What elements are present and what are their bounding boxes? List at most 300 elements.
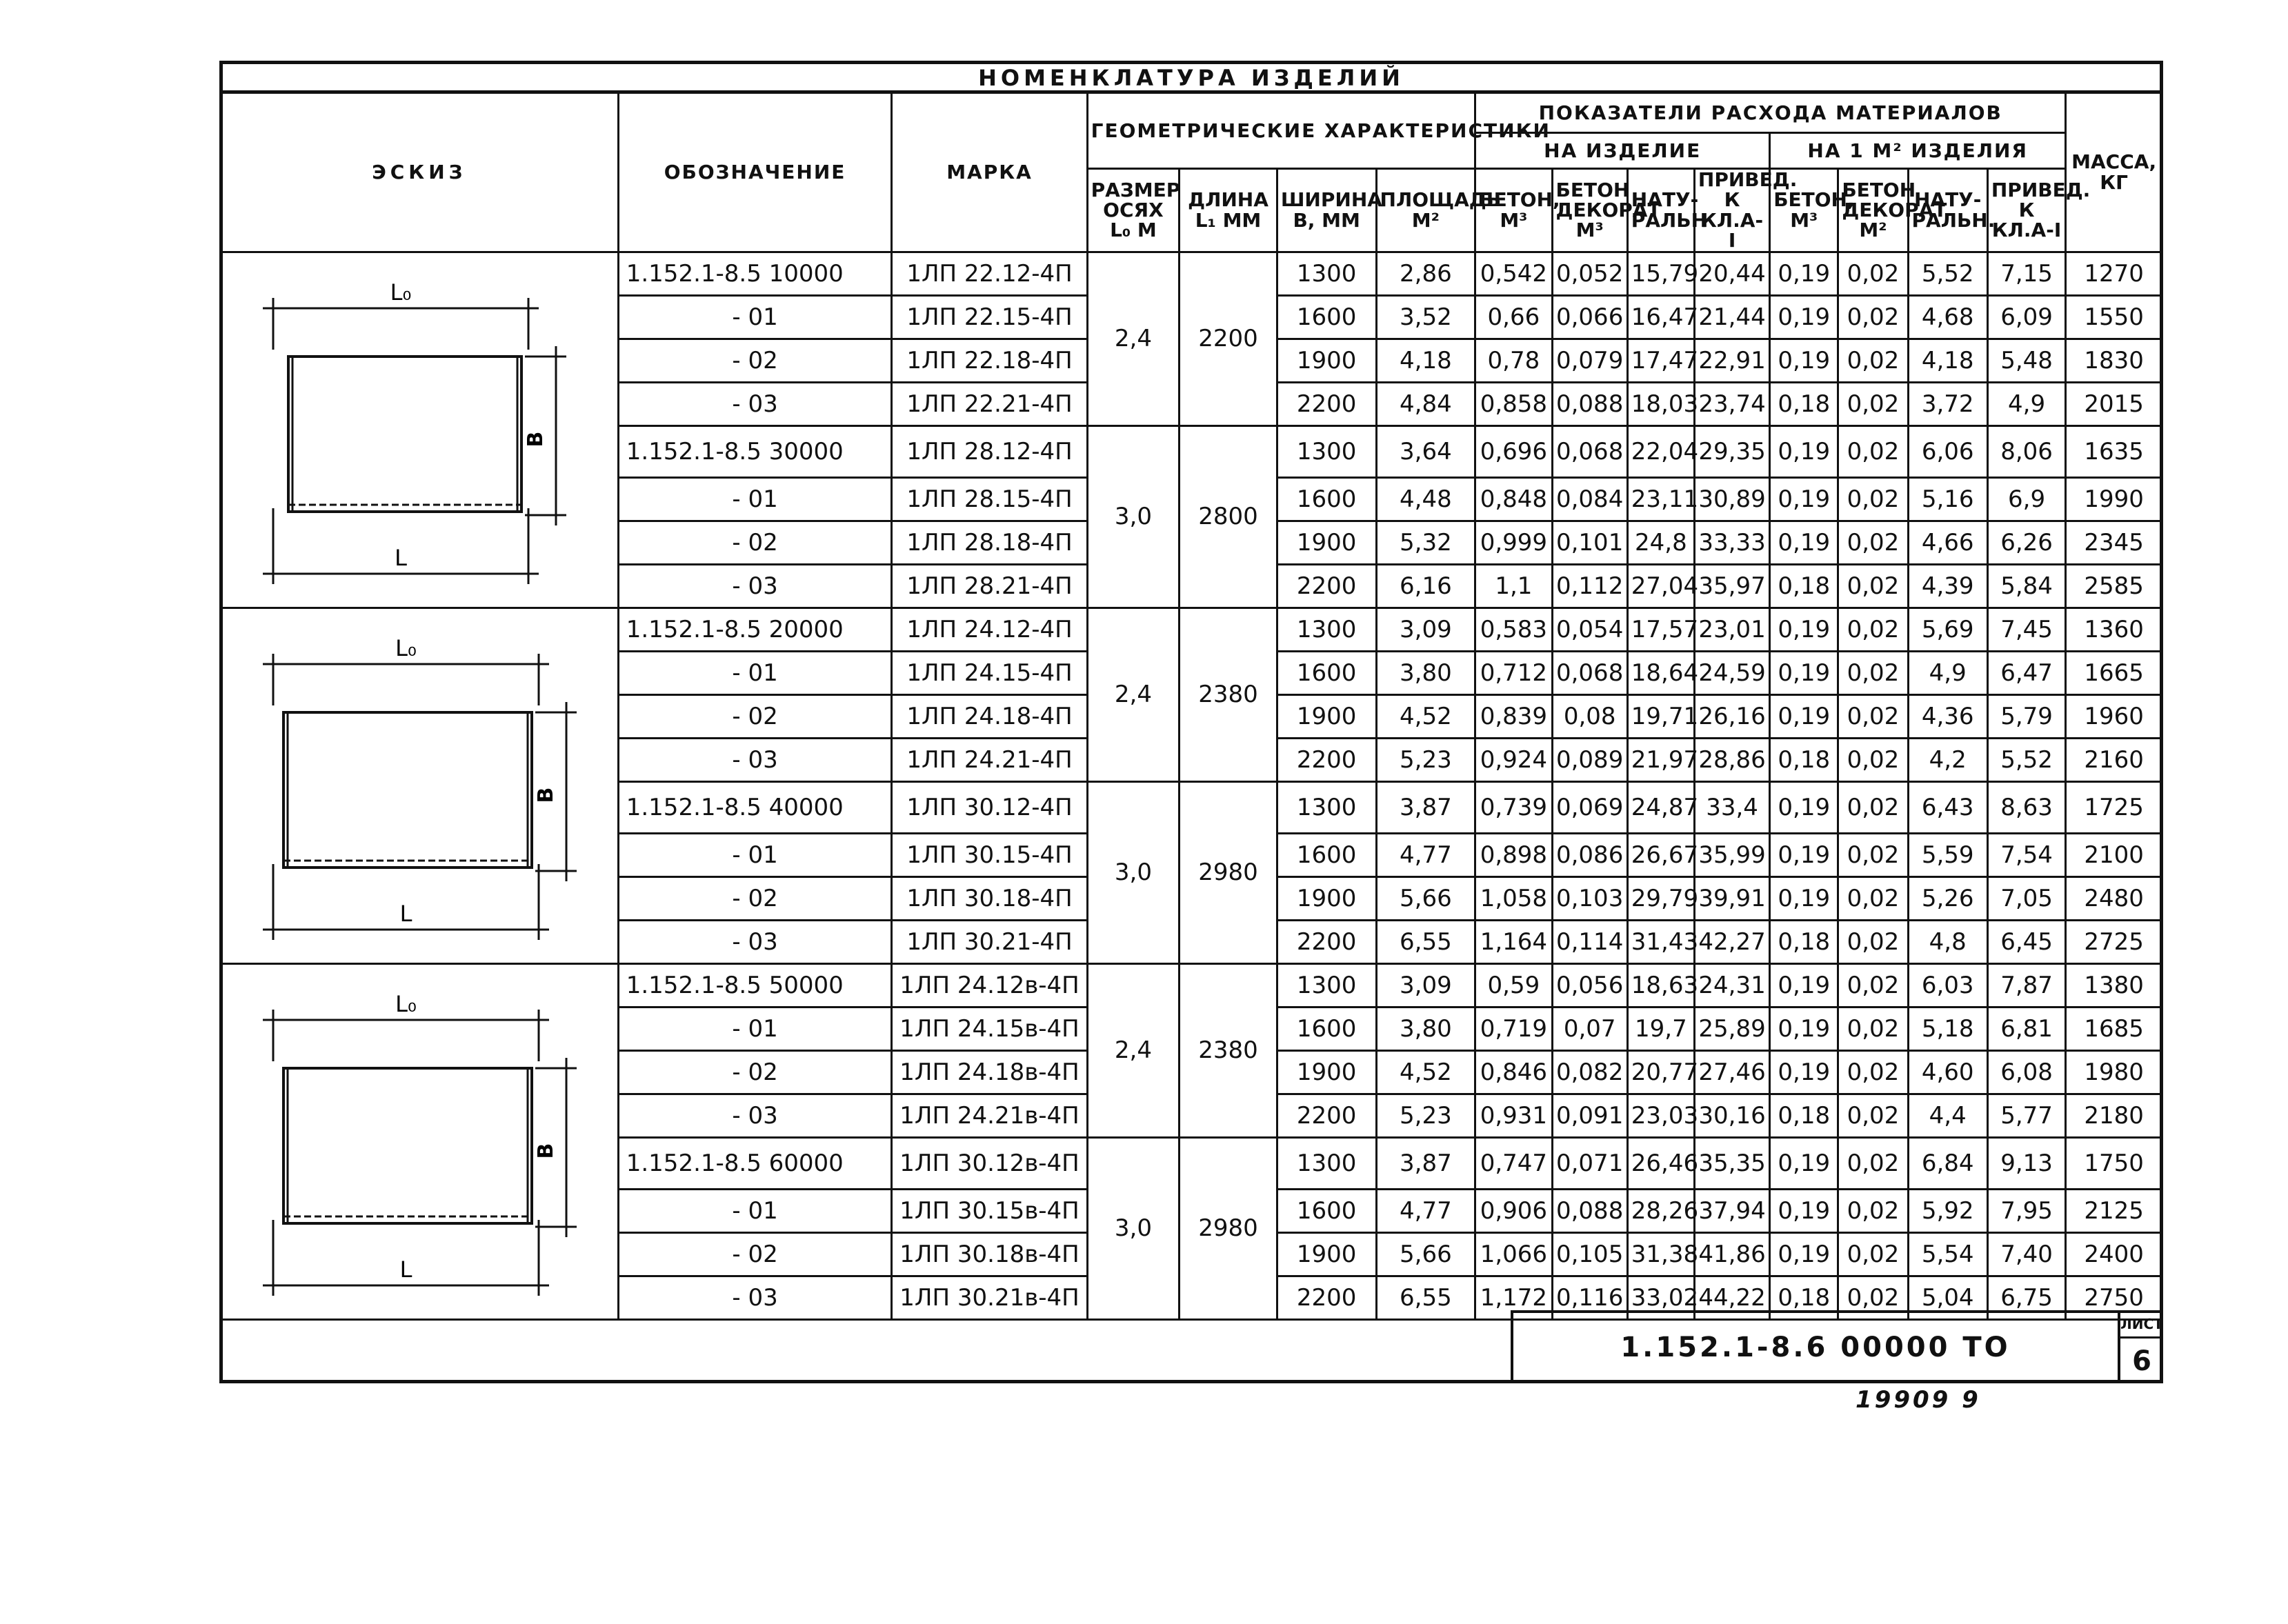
n_m2-cell: 5,69 xyxy=(1908,608,1987,651)
b_m2-cell: 0,18 xyxy=(1770,564,1838,608)
b_m2-cell: 0,19 xyxy=(1770,833,1838,876)
st_priv-cell: 20,44 xyxy=(1694,252,1769,295)
beton-cell: 0,696 xyxy=(1475,425,1552,477)
dekor-cell: 0,08 xyxy=(1552,694,1627,738)
ploshad-cell: 3,80 xyxy=(1376,651,1475,694)
d_m2-cell: 0,02 xyxy=(1838,477,1908,521)
n_m2-cell: 4,39 xyxy=(1908,564,1987,608)
dekor-cell: 0,066 xyxy=(1552,295,1627,339)
header-na-izdelie: НА ИЗДЕЛИЕ xyxy=(1475,133,1770,169)
shirina-cell: 2200 xyxy=(1277,920,1376,963)
p_m2-cell: 7,05 xyxy=(1987,876,2065,920)
dekor-cell: 0,054 xyxy=(1552,608,1627,651)
ploshad-cell: 4,48 xyxy=(1376,477,1475,521)
n_m2-cell: 4,60 xyxy=(1908,1050,1987,1094)
drawing-frame xyxy=(219,61,2163,1383)
p_m2-cell: 6,26 xyxy=(1987,521,2065,564)
beton-cell: 0,924 xyxy=(1475,738,1552,781)
d_m2-cell: 0,02 xyxy=(1838,339,1908,382)
beton-cell: 1,1 xyxy=(1475,564,1552,608)
header-stal-nat: НАТУ- РАЛЬН xyxy=(1627,169,1694,252)
st_nat-cell: 20,77 xyxy=(1627,1050,1694,1094)
shirina-cell: 1900 xyxy=(1277,1050,1376,1094)
d_m2-cell: 0,02 xyxy=(1838,833,1908,876)
d_m2-cell: 0,02 xyxy=(1838,425,1908,477)
shirina-cell: 1300 xyxy=(1277,1137,1376,1189)
d_m2-cell: 0,02 xyxy=(1838,608,1908,651)
d_m2-cell: 0,02 xyxy=(1838,1007,1908,1050)
ploshad-cell: 5,66 xyxy=(1376,876,1475,920)
b_m2-cell: 0,19 xyxy=(1770,963,1838,1007)
sketch-label-b: B xyxy=(523,431,548,447)
b_m2-cell: 0,19 xyxy=(1770,425,1838,477)
st_nat-cell: 27,04 xyxy=(1627,564,1694,608)
n_m2-cell: 5,59 xyxy=(1908,833,1987,876)
n_m2-cell: 4,66 xyxy=(1908,521,1987,564)
ploshad-cell: 4,77 xyxy=(1376,1189,1475,1232)
ploshad-cell: 2,86 xyxy=(1376,252,1475,295)
p_m2-cell: 7,45 xyxy=(1987,608,2065,651)
shirina-cell: 1300 xyxy=(1277,608,1376,651)
document-code: 1.152.1-8.6 00000 ТО xyxy=(1511,1310,2118,1383)
header-beton: БЕТОН, М³ xyxy=(1475,169,1552,252)
st_nat-cell: 16,47 xyxy=(1627,295,1694,339)
st_priv-cell: 33,33 xyxy=(1694,521,1769,564)
st_nat-cell: 31,38 xyxy=(1627,1232,1694,1276)
n_m2-cell: 5,04 xyxy=(1908,1276,1987,1319)
st_nat-cell: 24,87 xyxy=(1627,781,1694,833)
header-eskiz: ЭСКИЗ xyxy=(221,93,619,252)
dekor-cell: 0,07 xyxy=(1552,1007,1627,1050)
d_m2-cell: 0,02 xyxy=(1838,738,1908,781)
st_nat-cell: 18,03 xyxy=(1627,382,1694,425)
dekor-cell: 0,101 xyxy=(1552,521,1627,564)
shirina-cell: 2200 xyxy=(1277,1276,1376,1319)
st_nat-cell: 23,03 xyxy=(1627,1094,1694,1137)
dlina-cell: 2800 xyxy=(1180,425,1277,608)
ploshad-cell: 5,66 xyxy=(1376,1232,1475,1276)
ploshad-cell: 3,87 xyxy=(1376,781,1475,833)
st_priv-cell: 24,31 xyxy=(1694,963,1769,1007)
st_priv-cell: 42,27 xyxy=(1694,920,1769,963)
document-title: НОМЕНКЛАТУРА ИЗДЕЛИЙ xyxy=(219,61,2163,93)
dekor-cell: 0,089 xyxy=(1552,738,1627,781)
oboznachenie-cell: - 03 xyxy=(618,738,892,781)
sketch-label-l0: L₀ xyxy=(395,990,417,1017)
razmer-cell: 3,0 xyxy=(1087,1137,1180,1319)
beton-cell: 0,78 xyxy=(1475,339,1552,382)
st_priv-cell: 35,99 xyxy=(1694,833,1769,876)
st_priv-cell: 41,86 xyxy=(1694,1232,1769,1276)
razmer-cell: 3,0 xyxy=(1087,781,1180,963)
b_m2-cell: 0,19 xyxy=(1770,521,1838,564)
marka-cell: 1ЛП 24.21-4П xyxy=(892,738,1087,781)
marka-cell: 1ЛП 24.12в-4П xyxy=(892,963,1087,1007)
dekor-cell: 0,084 xyxy=(1552,477,1627,521)
beton-cell: 0,719 xyxy=(1475,1007,1552,1050)
oboznachenie-cell: - 02 xyxy=(618,1232,892,1276)
dekor-cell: 0,114 xyxy=(1552,920,1627,963)
p_m2-cell: 5,79 xyxy=(1987,694,2065,738)
ploshad-cell: 6,16 xyxy=(1376,564,1475,608)
sketch-label-b: B xyxy=(533,1143,558,1159)
ploshad-cell: 3,52 xyxy=(1376,295,1475,339)
razmer-cell: 2,4 xyxy=(1087,252,1180,425)
p_m2-cell: 5,52 xyxy=(1987,738,2065,781)
marka-cell: 1ЛП 30.21-4П xyxy=(892,920,1087,963)
beton-cell: 0,846 xyxy=(1475,1050,1552,1094)
shirina-cell: 1600 xyxy=(1277,833,1376,876)
st_priv-cell: 26,16 xyxy=(1694,694,1769,738)
n_m2-cell: 5,26 xyxy=(1908,876,1987,920)
dekor-cell: 0,052 xyxy=(1552,252,1627,295)
st_nat-cell: 19,7 xyxy=(1627,1007,1694,1050)
massa-cell: 2750 xyxy=(2066,1276,2162,1319)
st_priv-cell: 44,22 xyxy=(1694,1276,1769,1319)
beton-cell: 0,59 xyxy=(1475,963,1552,1007)
marka-cell: 1ЛП 24.12-4П xyxy=(892,608,1087,651)
beton-cell: 0,747 xyxy=(1475,1137,1552,1189)
n_m2-cell: 4,4 xyxy=(1908,1094,1987,1137)
p_m2-cell: 6,09 xyxy=(1987,295,2065,339)
oboznachenie-cell: - 03 xyxy=(618,920,892,963)
b_m2-cell: 0,18 xyxy=(1770,738,1838,781)
sheet-label: ЛИСТ xyxy=(2120,1313,2163,1339)
p_m2-cell: 6,45 xyxy=(1987,920,2065,963)
shirina-cell: 1900 xyxy=(1277,339,1376,382)
b_m2-cell: 0,18 xyxy=(1770,382,1838,425)
marka-cell: 1ЛП 30.12-4П xyxy=(892,781,1087,833)
dlina-cell: 2980 xyxy=(1180,1137,1277,1319)
massa-cell: 1360 xyxy=(2066,608,2162,651)
marka-cell: 1ЛП 22.15-4П xyxy=(892,295,1087,339)
b_m2-cell: 0,19 xyxy=(1770,477,1838,521)
d_m2-cell: 0,02 xyxy=(1838,1050,1908,1094)
b_m2-cell: 0,19 xyxy=(1770,1137,1838,1189)
dekor-cell: 0,088 xyxy=(1552,382,1627,425)
st_nat-cell: 19,71 xyxy=(1627,694,1694,738)
marka-cell: 1ЛП 28.21-4П xyxy=(892,564,1087,608)
oboznachenie-cell: 1.152.1-8.5 50000 xyxy=(618,963,892,1007)
massa-cell: 2180 xyxy=(2066,1094,2162,1137)
p_m2-cell: 5,77 xyxy=(1987,1094,2065,1137)
b_m2-cell: 0,18 xyxy=(1770,1094,1838,1137)
p_m2-cell: 7,95 xyxy=(1987,1189,2065,1232)
d_m2-cell: 0,02 xyxy=(1838,295,1908,339)
ploshad-cell: 3,87 xyxy=(1376,1137,1475,1189)
d_m2-cell: 0,02 xyxy=(1838,252,1908,295)
header-massa: МАССА, КГ xyxy=(2066,93,2162,252)
sketch-label-l0: L₀ xyxy=(390,279,412,305)
d_m2-cell: 0,02 xyxy=(1838,963,1908,1007)
n_m2-cell: 6,84 xyxy=(1908,1137,1987,1189)
beton-cell: 1,164 xyxy=(1475,920,1552,963)
st_priv-cell: 30,89 xyxy=(1694,477,1769,521)
st_priv-cell: 37,94 xyxy=(1694,1189,1769,1232)
b_m2-cell: 0,19 xyxy=(1770,651,1838,694)
massa-cell: 2585 xyxy=(2066,564,2162,608)
n_m2-cell: 5,54 xyxy=(1908,1232,1987,1276)
oboznachenie-cell: - 02 xyxy=(618,876,892,920)
shirina-cell: 1900 xyxy=(1277,521,1376,564)
marka-cell: 1ЛП 30.18в-4П xyxy=(892,1232,1087,1276)
st_nat-cell: 26,67 xyxy=(1627,833,1694,876)
st_nat-cell: 28,26 xyxy=(1627,1189,1694,1232)
oboznachenie-cell: - 03 xyxy=(618,382,892,425)
razmer-cell: 3,0 xyxy=(1087,425,1180,608)
dekor-cell: 0,112 xyxy=(1552,564,1627,608)
n_m2-cell: 5,18 xyxy=(1908,1007,1987,1050)
shirina-cell: 1600 xyxy=(1277,477,1376,521)
beton-cell: 0,931 xyxy=(1475,1094,1552,1137)
p_m2-cell: 7,15 xyxy=(1987,252,2065,295)
ploshad-cell: 4,52 xyxy=(1376,694,1475,738)
b_m2-cell: 0,19 xyxy=(1770,876,1838,920)
st_nat-cell: 31,43 xyxy=(1627,920,1694,963)
st_nat-cell: 26,46 xyxy=(1627,1137,1694,1189)
dekor-cell: 0,105 xyxy=(1552,1232,1627,1276)
dekor-cell: 0,091 xyxy=(1552,1094,1627,1137)
oboznachenie-cell: - 03 xyxy=(618,564,892,608)
dlina-cell: 2380 xyxy=(1180,608,1277,781)
d_m2-cell: 0,02 xyxy=(1838,876,1908,920)
shirina-cell: 1300 xyxy=(1277,781,1376,833)
b_m2-cell: 0,19 xyxy=(1770,781,1838,833)
shirina-cell: 1300 xyxy=(1277,425,1376,477)
shirina-cell: 1600 xyxy=(1277,295,1376,339)
st_priv-cell: 23,01 xyxy=(1694,608,1769,651)
b_m2-cell: 0,18 xyxy=(1770,920,1838,963)
ploshad-cell: 3,64 xyxy=(1376,425,1475,477)
b_m2-cell: 0,19 xyxy=(1770,339,1838,382)
st_priv-cell: 35,97 xyxy=(1694,564,1769,608)
dekor-cell: 0,068 xyxy=(1552,651,1627,694)
oboznachenie-cell: - 01 xyxy=(618,295,892,339)
p_m2-cell: 9,13 xyxy=(1987,1137,2065,1189)
st_priv-cell: 25,89 xyxy=(1694,1007,1769,1050)
n_m2-cell: 6,06 xyxy=(1908,425,1987,477)
p_m2-cell: 7,54 xyxy=(1987,833,2065,876)
st_priv-cell: 30,16 xyxy=(1694,1094,1769,1137)
ploshad-cell: 3,80 xyxy=(1376,1007,1475,1050)
st_nat-cell: 18,64 xyxy=(1627,651,1694,694)
marka-cell: 1ЛП 22.12-4П xyxy=(892,252,1087,295)
d_m2-cell: 0,02 xyxy=(1838,382,1908,425)
massa-cell: 1750 xyxy=(2066,1137,2162,1189)
shirina-cell: 1300 xyxy=(1277,252,1376,295)
marka-cell: 1ЛП 30.18-4П xyxy=(892,876,1087,920)
sketch-label-b: B xyxy=(533,787,558,803)
beton-cell: 0,542 xyxy=(1475,252,1552,295)
massa-cell: 1380 xyxy=(2066,963,2162,1007)
oboznachenie-cell: - 02 xyxy=(618,521,892,564)
sketch-label-l: L xyxy=(399,1256,412,1283)
marka-cell: 1ЛП 30.12в-4П xyxy=(892,1137,1087,1189)
ploshad-cell: 3,09 xyxy=(1376,963,1475,1007)
oboznachenie-cell: - 02 xyxy=(618,1050,892,1094)
d_m2-cell: 0,02 xyxy=(1838,1094,1908,1137)
header-ploshad: ПЛОЩАДЬ М² xyxy=(1376,169,1475,252)
beton-cell: 0,898 xyxy=(1475,833,1552,876)
b_m2-cell: 0,19 xyxy=(1770,295,1838,339)
shirina-cell: 1900 xyxy=(1277,876,1376,920)
marka-cell: 1ЛП 28.12-4П xyxy=(892,425,1087,477)
p_m2-cell: 6,75 xyxy=(1987,1276,2065,1319)
oboznachenie-cell: - 01 xyxy=(618,1007,892,1050)
st_nat-cell: 24,8 xyxy=(1627,521,1694,564)
st_nat-cell: 33,02 xyxy=(1627,1276,1694,1319)
d_m2-cell: 0,02 xyxy=(1838,1189,1908,1232)
p_m2-cell: 7,40 xyxy=(1987,1232,2065,1276)
beton-cell: 0,583 xyxy=(1475,608,1552,651)
oboznachenie-cell: - 02 xyxy=(618,339,892,382)
marka-cell: 1ЛП 24.15в-4П xyxy=(892,1007,1087,1050)
d_m2-cell: 0,02 xyxy=(1838,694,1908,738)
st_nat-cell: 17,47 xyxy=(1627,339,1694,382)
d_m2-cell: 0,02 xyxy=(1838,920,1908,963)
marka-cell: 1ЛП 24.15-4П xyxy=(892,651,1087,694)
n_m2-cell: 4,68 xyxy=(1908,295,1987,339)
oboznachenie-cell: 1.152.1-8.5 60000 xyxy=(618,1137,892,1189)
ploshad-cell: 4,18 xyxy=(1376,339,1475,382)
shirina-cell: 1600 xyxy=(1277,651,1376,694)
b_m2-cell: 0,19 xyxy=(1770,608,1838,651)
p_m2-cell: 6,47 xyxy=(1987,651,2065,694)
marka-cell: 1ЛП 24.21в-4П xyxy=(892,1094,1087,1137)
shirina-cell: 2200 xyxy=(1277,564,1376,608)
dekor-cell: 0,071 xyxy=(1552,1137,1627,1189)
beton-cell: 0,848 xyxy=(1475,477,1552,521)
st_priv-cell: 33,4 xyxy=(1694,781,1769,833)
oboznachenie-cell: - 03 xyxy=(618,1276,892,1319)
oboznachenie-cell: - 01 xyxy=(618,1189,892,1232)
st_priv-cell: 22,91 xyxy=(1694,339,1769,382)
oboznachenie-cell: - 01 xyxy=(618,651,892,694)
sketch-label-l: L xyxy=(394,544,407,571)
massa-cell: 1550 xyxy=(2066,295,2162,339)
ploshad-cell: 4,77 xyxy=(1376,833,1475,876)
n_m2-cell: 5,92 xyxy=(1908,1189,1987,1232)
marka-cell: 1ЛП 24.18-4П xyxy=(892,694,1087,738)
dekor-cell: 0,056 xyxy=(1552,963,1627,1007)
n_m2-cell: 4,8 xyxy=(1908,920,1987,963)
p_m2-cell: 6,81 xyxy=(1987,1007,2065,1050)
handwritten-note: 19909 9 xyxy=(1856,1386,1981,1414)
marka-cell: 1ЛП 30.21в-4П xyxy=(892,1276,1087,1319)
dekor-cell: 0,116 xyxy=(1552,1276,1627,1319)
massa-cell: 2400 xyxy=(2066,1232,2162,1276)
st_nat-cell: 17,57 xyxy=(1627,608,1694,651)
massa-cell: 1980 xyxy=(2066,1050,2162,1094)
p_m2-cell: 5,48 xyxy=(1987,339,2065,382)
beton-cell: 0,999 xyxy=(1475,521,1552,564)
b_m2-cell: 0,18 xyxy=(1770,1276,1838,1319)
b_m2-cell: 0,19 xyxy=(1770,1189,1838,1232)
massa-cell: 1990 xyxy=(2066,477,2162,521)
header-dlina: ДЛИНА L₁ ММ xyxy=(1180,169,1277,252)
beton-cell: 0,858 xyxy=(1475,382,1552,425)
shirina-cell: 1900 xyxy=(1277,694,1376,738)
header-shirina: ШИРИНА B, ММ xyxy=(1277,169,1376,252)
d_m2-cell: 0,02 xyxy=(1838,564,1908,608)
beton-cell: 0,739 xyxy=(1475,781,1552,833)
st_priv-cell: 24,59 xyxy=(1694,651,1769,694)
oboznachenie-cell: 1.152.1-8.5 20000 xyxy=(618,608,892,651)
b_m2-cell: 0,19 xyxy=(1770,1007,1838,1050)
st_priv-cell: 27,46 xyxy=(1694,1050,1769,1094)
massa-cell: 1685 xyxy=(2066,1007,2162,1050)
p_m2-cell: 5,84 xyxy=(1987,564,2065,608)
b_m2-cell: 0,19 xyxy=(1770,1050,1838,1094)
header-na-m2: НА 1 М² ИЗДЕЛИЯ xyxy=(1770,133,2066,169)
marka-cell: 1ЛП 22.18-4П xyxy=(892,339,1087,382)
st_nat-cell: 29,79 xyxy=(1627,876,1694,920)
d_m2-cell: 0,02 xyxy=(1838,1137,1908,1189)
massa-cell: 2160 xyxy=(2066,738,2162,781)
n_m2-cell: 6,03 xyxy=(1908,963,1987,1007)
dekor-cell: 0,079 xyxy=(1552,339,1627,382)
shirina-cell: 1900 xyxy=(1277,1232,1376,1276)
st_priv-cell: 29,35 xyxy=(1694,425,1769,477)
massa-cell: 2100 xyxy=(2066,833,2162,876)
d_m2-cell: 0,02 xyxy=(1838,1276,1908,1319)
header-beton-m2: БЕТОН, М³ xyxy=(1770,169,1838,252)
st_nat-cell: 23,11 xyxy=(1627,477,1694,521)
b_m2-cell: 0,19 xyxy=(1770,1232,1838,1276)
p_m2-cell: 6,9 xyxy=(1987,477,2065,521)
massa-cell: 1270 xyxy=(2066,252,2162,295)
p_m2-cell: 6,08 xyxy=(1987,1050,2065,1094)
marka-cell: 1ЛП 22.21-4П xyxy=(892,382,1087,425)
dlina-cell: 2200 xyxy=(1180,252,1277,425)
header-beton-dekor-m2: БЕТОН ДЕКОРАТ М² xyxy=(1838,169,1908,252)
header-stal-priv-m2: ПРИВЕД. К КЛ.А-I xyxy=(1987,169,2065,252)
d_m2-cell: 0,02 xyxy=(1838,781,1908,833)
n_m2-cell: 4,2 xyxy=(1908,738,1987,781)
oboznachenie-cell: 1.152.1-8.5 30000 xyxy=(618,425,892,477)
n_m2-cell: 3,72 xyxy=(1908,382,1987,425)
sheet-number: 6 xyxy=(2132,1345,2151,1377)
marka-cell: 1ЛП 28.18-4П xyxy=(892,521,1087,564)
st_nat-cell: 22,04 xyxy=(1627,425,1694,477)
ploshad-cell: 5,32 xyxy=(1376,521,1475,564)
ploshad-cell: 3,09 xyxy=(1376,608,1475,651)
shirina-cell: 2200 xyxy=(1277,1094,1376,1137)
dekor-cell: 0,069 xyxy=(1552,781,1627,833)
marka-cell: 1ЛП 28.15-4П xyxy=(892,477,1087,521)
shirina-cell: 1300 xyxy=(1277,963,1376,1007)
n_m2-cell: 5,16 xyxy=(1908,477,1987,521)
shirina-cell: 2200 xyxy=(1277,382,1376,425)
n_m2-cell: 4,9 xyxy=(1908,651,1987,694)
marka-cell: 1ЛП 30.15в-4П xyxy=(892,1189,1087,1232)
n_m2-cell: 6,43 xyxy=(1908,781,1987,833)
st_priv-cell: 39,91 xyxy=(1694,876,1769,920)
header-marka: МАРКА xyxy=(892,93,1087,252)
dekor-cell: 0,068 xyxy=(1552,425,1627,477)
beton-cell: 1,172 xyxy=(1475,1276,1552,1319)
dlina-cell: 2380 xyxy=(1180,963,1277,1137)
n_m2-cell: 4,18 xyxy=(1908,339,1987,382)
p_m2-cell: 8,63 xyxy=(1987,781,2065,833)
dekor-cell: 0,103 xyxy=(1552,876,1627,920)
oboznachenie-cell: 1.152.1-8.5 40000 xyxy=(618,781,892,833)
oboznachenie-cell: - 01 xyxy=(618,833,892,876)
p_m2-cell: 4,9 xyxy=(1987,382,2065,425)
dekor-cell: 0,086 xyxy=(1552,833,1627,876)
oboznachenie-cell: - 02 xyxy=(618,694,892,738)
header-pokazateli: ПОКАЗАТЕЛИ РАСХОДА МАТЕРИАЛОВ xyxy=(1475,93,2066,133)
